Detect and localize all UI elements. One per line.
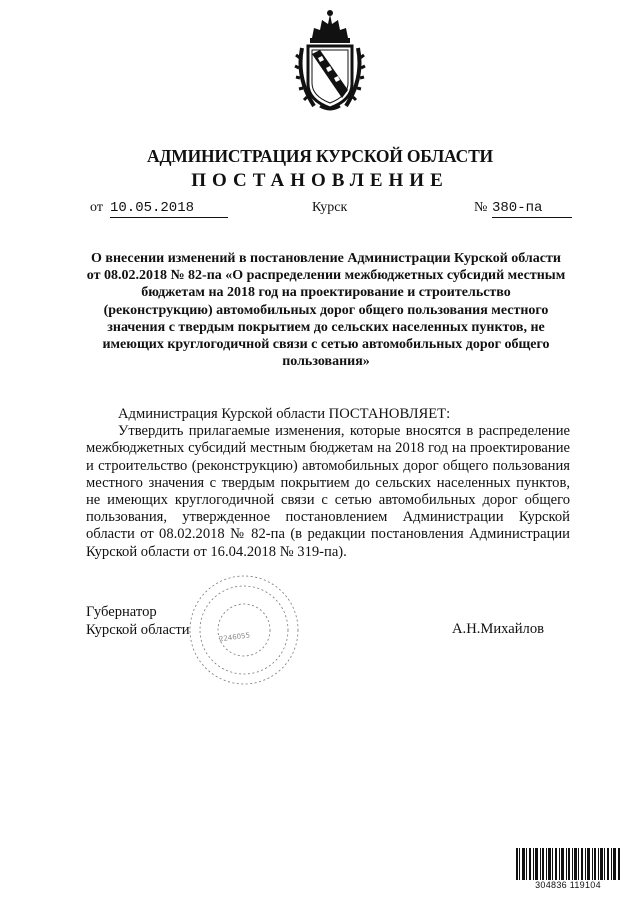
date-field [110, 200, 228, 220]
coat-of-arms-emblem [294, 8, 366, 112]
document-date: 10.05.2018 [110, 200, 195, 216]
signatory-position-line2: Курской области [86, 621, 190, 638]
date-prefix: от [90, 200, 103, 215]
resolution-paragraph: Утвердить прилагаемые изменения, которые вносятся в распределение межбюджетных субсидий местным бюджетам на 2018 год на проектирование и строительство (реконструкцию) автомобильных дорог общего пользования местного значения с твердым покрытием до сельских населенных пунктов, не имеющих круглогодичной связи с сетью автомобильных дорог общего пользования, утвержденное постановлением Администрации Курской области от 08.02.2018 № 82-па (в редакции постановления Администрации Курской области от 16.04.2018 № 319-па). [86, 423, 570, 560]
organization-name: АДМИНИСТРАЦИЯ КУРСКОЙ ОБЛАСТИ [147, 146, 493, 166]
signatory-position [86, 604, 190, 639]
official-seal-stamp [178, 568, 310, 688]
barcode-icon [516, 848, 620, 900]
number-field [492, 200, 572, 220]
document-city: Курск [312, 200, 348, 215]
document-type: ПОСТАНОВЛЕНИЕ [191, 170, 449, 191]
number-prefix: № [474, 200, 488, 215]
signatory-position-line1: Губернатор [86, 604, 157, 620]
signatory-name: А.Н.Михайлов [452, 621, 545, 637]
svg-text:2246055: 2246055 [218, 631, 251, 644]
document-title: О внесении изменений в постановление Администрации Курской области от 08.02.2018 № 82-па «О распределении межбюджетных субсидий местным бюджетам на 2018 год на проектирование и строительство (реконструкцию) автомобильных дорог общего пользования местного значения с твердым покрытием до сельских населенных пунктов, не имеющих круглогодичной связи с сетью автомобильных дорог общего пользования» [86, 251, 566, 370]
resolution-intro: Администрация Курской области ПОСТАНОВЛЯЕТ: [118, 406, 451, 422]
document-body [86, 406, 570, 561]
document-number: 380-па [492, 200, 543, 216]
barcode-number: 304836 119104 [516, 880, 620, 890]
